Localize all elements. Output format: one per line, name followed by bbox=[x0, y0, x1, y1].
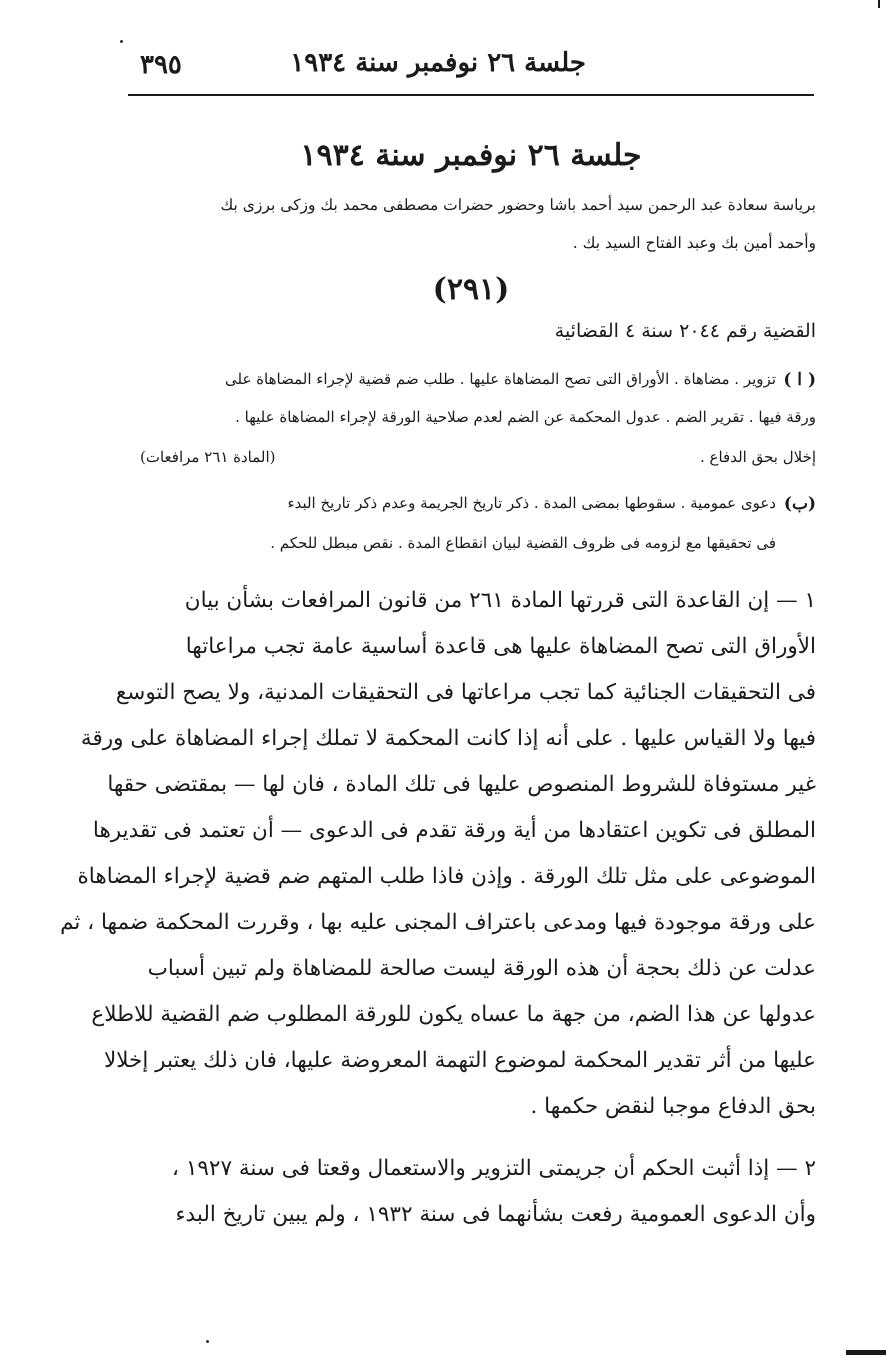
syllabus-a-line-3: إخلال بحق الدفاع . bbox=[699, 448, 816, 466]
body-p2-line-2: وأن الدعوى العمومية رفعت بشأنهما فى سنة ١٩٣٢ ، ولم يبين تاريخ البدء bbox=[175, 1202, 816, 1227]
case-title: القضية رقم ٢٠٤٤ سنة ٤ القضائية bbox=[554, 320, 816, 342]
body-p1-line-10: عدولها عن هذا الضم، من جهة ما عساه يكون للورقة المطلوب ضم القضية للاطلاع bbox=[91, 1002, 816, 1027]
scan-edge-mark-bottom bbox=[846, 1350, 886, 1355]
header-rule bbox=[128, 94, 814, 96]
scan-edge-mark-top bbox=[878, 0, 880, 8]
body-p1-line-4: فيها ولا القياس عليها . على أنه إذا كانت المحكمة لا تملك إجراء المضاهاة على ورقة bbox=[80, 726, 816, 751]
syllabus-a-reference: (المادة ٢٦١ مرافعات) bbox=[140, 448, 276, 466]
body-p1-line-5: غير مستوفاة للشروط المنصوص عليها فى تلك المادة ، فان لها — بمقتضى حقها bbox=[107, 772, 816, 797]
body-p1-line-1: ١ — إن القاعدة التى قررتها المادة ٢٦١ من قانون المرافعات بشأن بيان bbox=[184, 588, 816, 613]
syllabus-b-text-1: دعوى عمومية . سقوطها بمضى المدة . ذكر تاريخ الجريمة وعدم ذكر تاريخ البدء bbox=[287, 494, 776, 512]
session-title: جلسة ٢٦ نوفمبر سنة ١٩٣٤ bbox=[300, 138, 642, 173]
syllabus-a-line-2: ورقة فيها . تقرير الضم . عدول المحكمة عن الضم لعدم صلاحية الورقة لإجراء المضاهاة عليها . bbox=[235, 408, 816, 426]
body-p1-line-7: الموضوعى على مثل تلك الورقة . وإذن فاذا طلب المتهم ضم قضية لإجراء المضاهاة bbox=[77, 864, 816, 889]
scan-speck bbox=[120, 40, 123, 43]
syllabus-a-text-1: تزوير . مضاهاة . الأوراق التى تصح المضاهاة عليها . طلب ضم قضية لإجراء المضاهاة على bbox=[225, 370, 776, 388]
body-p1-line-3: فى التحقيقات الجنائية كما تجب مراعاتها فى التحقيقات المدنية، ولا يصح التوسع bbox=[115, 680, 816, 705]
presiding-line-2: وأحمد أمين بك وعبد الفتاح السيد بك . bbox=[572, 234, 816, 252]
syllabus-b-line-2: فى تحقيقها مع لزومه فى ظروف القضية لبيان انقطاع المدة . نقص مبطل للحكم . bbox=[270, 534, 776, 552]
body-p1-line-8: على ورقة موجودة فيها ومدعى باعتراف المجنى عليه بها ، وقررت المحكمة ضمها ، ثم bbox=[60, 910, 816, 935]
body-p1-line-6: المطلق فى تكوين اعتقادها من أية ورقة تقدم فى الدعوى — أن تعتمد فى تقديرها bbox=[92, 818, 816, 843]
presiding-line-1: برياسة سعادة عبد الرحمن سيد أحمد باشا وحضور حضرات مصطفى محمد بك وزكى برزى بك bbox=[220, 196, 816, 214]
page-number: ٣٩٥ bbox=[140, 50, 182, 80]
case-number: (٢٩١) bbox=[432, 272, 510, 307]
body-p1-line-2: الأوراق التى تصح المضاهاة عليها هى قاعدة أساسية عامة تجب مراعاتها bbox=[185, 634, 816, 659]
body-p1-line-12: بحق الدفاع موجبا لنقض حكمها . bbox=[530, 1094, 816, 1119]
body-p1-line-9: عدلت عن ذلك بحجة أن هذه الورقة ليست صالحة للمضاهاة ولم تبين أسباب bbox=[147, 956, 816, 981]
syllabus-b-marker: (ب) bbox=[783, 494, 816, 514]
syllabus-a-marker: ( ا ) bbox=[783, 370, 816, 390]
running-header-title: جلسة ٢٦ نوفمبر سنة ١٩٣٤ bbox=[290, 48, 586, 78]
scan-speck bbox=[206, 1340, 209, 1343]
body-p1-line-11: عليها من أثر تقدير المحكمة لموضوع التهمة المعروضة عليها، فان ذلك يعتبر إخلالا bbox=[103, 1048, 816, 1073]
body-p2-line-1: ٢ — إذا أثبت الحكم أن جريمتى التزوير والاستعمال وقعتا فى سنة ١٩٢٧ ، bbox=[172, 1156, 816, 1181]
